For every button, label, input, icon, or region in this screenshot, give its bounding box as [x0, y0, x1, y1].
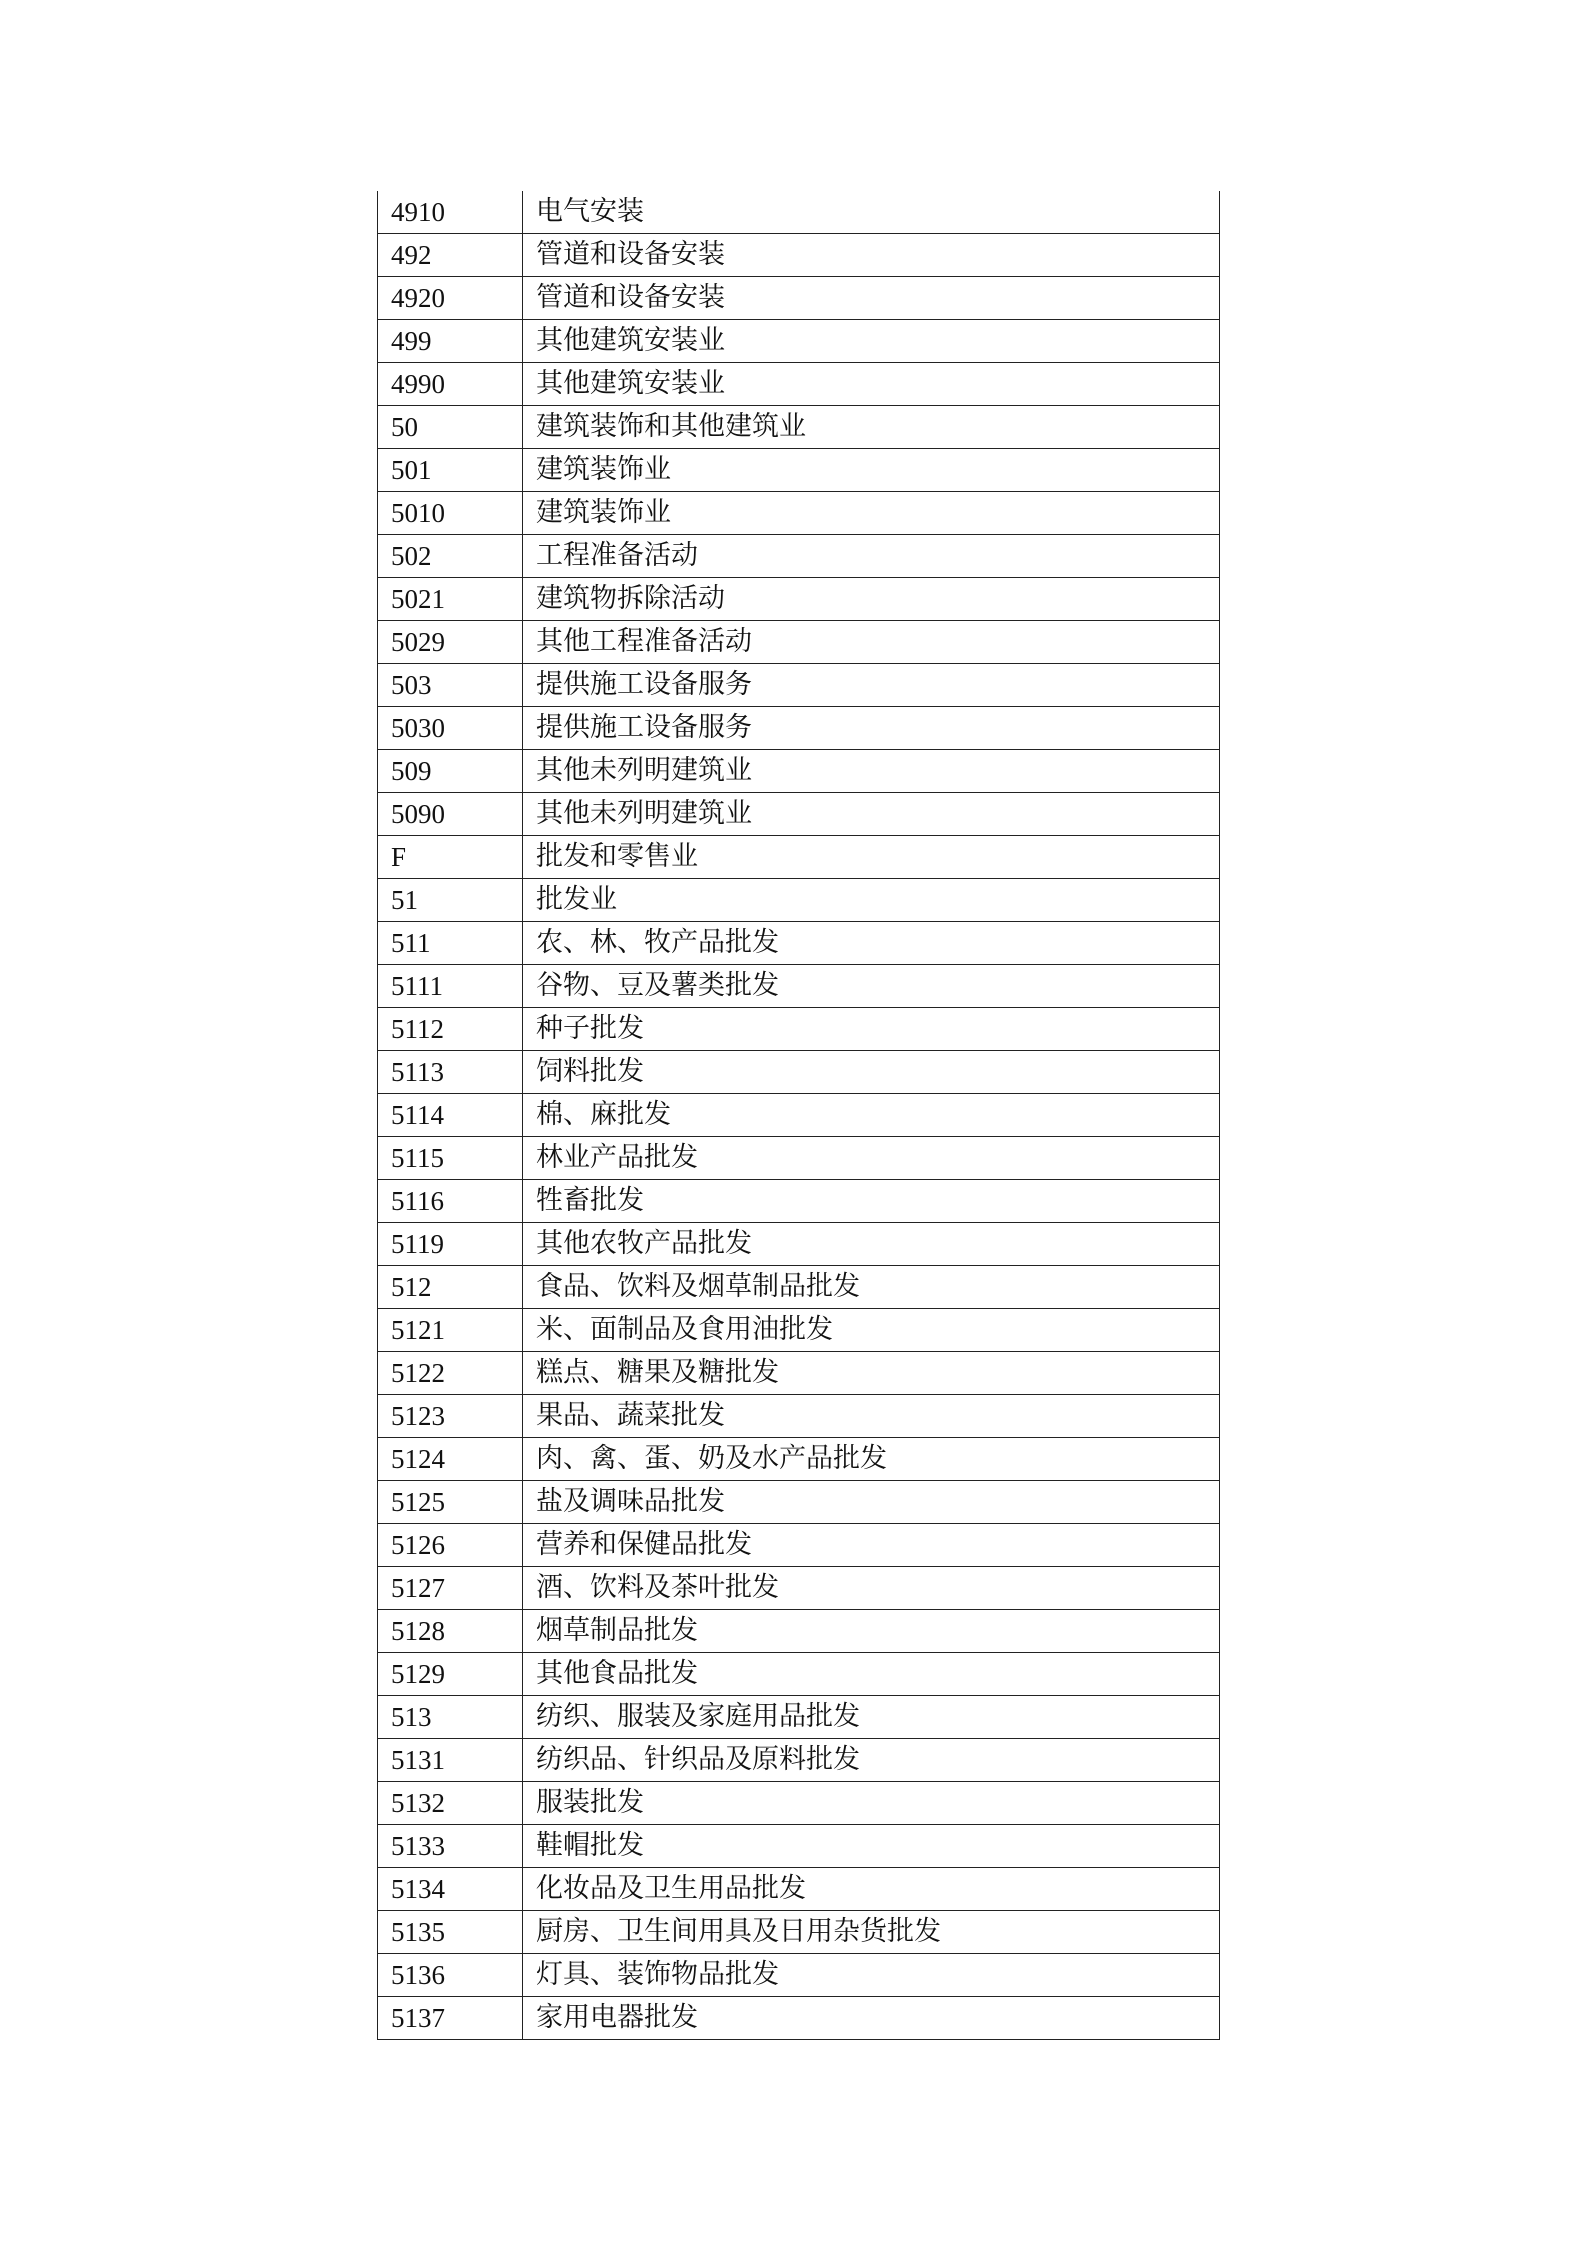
industry-name-cell: 厨房、卫生间用具及日用杂货批发 — [523, 1911, 1220, 1954]
industry-code-cell: 50 — [378, 406, 523, 449]
industry-name-cell: 种子批发 — [523, 1008, 1220, 1051]
table-row — [378, 879, 1220, 922]
table-row — [378, 578, 1220, 621]
industry-code-cell: 51 — [378, 879, 523, 922]
table-row — [378, 1997, 1220, 2040]
table-row — [378, 363, 1220, 406]
industry-code-cell: 5119 — [378, 1223, 523, 1266]
table-row — [378, 1739, 1220, 1782]
industry-code-cell: 4990 — [378, 363, 523, 406]
industry-name-cell: 棉、麻批发 — [523, 1094, 1220, 1137]
table-row — [378, 707, 1220, 750]
industry-code-cell: 5129 — [378, 1653, 523, 1696]
industry-code-cell: 4920 — [378, 277, 523, 320]
industry-name-cell: 批发和零售业 — [523, 836, 1220, 879]
table-row — [378, 965, 1220, 1008]
industry-code-cell: 5124 — [378, 1438, 523, 1481]
table-row — [378, 449, 1220, 492]
industry-name-cell: 牲畜批发 — [523, 1180, 1220, 1223]
industry-name-cell: 米、面制品及食用油批发 — [523, 1309, 1220, 1352]
industry-code-cell: 5137 — [378, 1997, 523, 2040]
table-row — [378, 1696, 1220, 1739]
industry-name-cell: 肉、禽、蛋、奶及水产品批发 — [523, 1438, 1220, 1481]
industry-code-cell: 511 — [378, 922, 523, 965]
industry-name-cell: 其他工程准备活动 — [523, 621, 1220, 664]
industry-code-cell: 5133 — [378, 1825, 523, 1868]
industry-name-cell: 提供施工设备服务 — [523, 707, 1220, 750]
industry-name-cell: 其他建筑安装业 — [523, 320, 1220, 363]
industry-name-cell: 建筑装饰和其他建筑业 — [523, 406, 1220, 449]
industry-code-cell: 5121 — [378, 1309, 523, 1352]
industry-code-cell: 5136 — [378, 1954, 523, 1997]
industry-code-cell: 5122 — [378, 1352, 523, 1395]
industry-code-cell: 5128 — [378, 1610, 523, 1653]
industry-name-cell: 电气安装 — [523, 191, 1220, 234]
table-row — [378, 1438, 1220, 1481]
table-row — [378, 1524, 1220, 1567]
table-row — [378, 922, 1220, 965]
table-row — [378, 750, 1220, 793]
industry-code-table — [377, 191, 1220, 2040]
industry-name-cell: 纺织、服装及家庭用品批发 — [523, 1696, 1220, 1739]
industry-code-cell: 512 — [378, 1266, 523, 1309]
table-row — [378, 1223, 1220, 1266]
industry-code-cell: 4910 — [378, 191, 523, 234]
industry-code-cell: 5125 — [378, 1481, 523, 1524]
industry-name-cell: 管道和设备安装 — [523, 277, 1220, 320]
table-row — [378, 1094, 1220, 1137]
industry-name-cell: 其他未列明建筑业 — [523, 793, 1220, 836]
industry-name-cell: 饲料批发 — [523, 1051, 1220, 1094]
industry-name-cell: 家用电器批发 — [523, 1997, 1220, 2040]
table-row — [378, 320, 1220, 363]
industry-name-cell: 化妆品及卫生用品批发 — [523, 1868, 1220, 1911]
table-row — [378, 1825, 1220, 1868]
industry-name-cell: 烟草制品批发 — [523, 1610, 1220, 1653]
table-body — [378, 191, 1220, 2040]
industry-code-cell: 5126 — [378, 1524, 523, 1567]
table-row — [378, 1180, 1220, 1223]
industry-name-cell: 管道和设备安装 — [523, 234, 1220, 277]
industry-name-cell: 灯具、装饰物品批发 — [523, 1954, 1220, 1997]
industry-name-cell: 批发业 — [523, 879, 1220, 922]
table-row — [378, 406, 1220, 449]
table-row — [378, 1954, 1220, 1997]
table-row — [378, 234, 1220, 277]
industry-name-cell: 糕点、糖果及糖批发 — [523, 1352, 1220, 1395]
industry-code-cell: 5090 — [378, 793, 523, 836]
industry-code-cell: 5010 — [378, 492, 523, 535]
industry-name-cell: 建筑装饰业 — [523, 492, 1220, 535]
industry-code-cell: 5134 — [378, 1868, 523, 1911]
industry-code-cell: 5029 — [378, 621, 523, 664]
table-row — [378, 1567, 1220, 1610]
table-row — [378, 664, 1220, 707]
table-row — [378, 277, 1220, 320]
industry-code-cell: 502 — [378, 535, 523, 578]
industry-name-cell: 酒、饮料及茶叶批发 — [523, 1567, 1220, 1610]
industry-name-cell: 农、林、牧产品批发 — [523, 922, 1220, 965]
industry-name-cell: 鞋帽批发 — [523, 1825, 1220, 1868]
industry-code-cell: 5113 — [378, 1051, 523, 1094]
table-row — [378, 492, 1220, 535]
industry-code-cell: 5021 — [378, 578, 523, 621]
table-row — [378, 1653, 1220, 1696]
industry-code-cell: 492 — [378, 234, 523, 277]
industry-name-cell: 其他建筑安装业 — [523, 363, 1220, 406]
industry-code-cell: 503 — [378, 664, 523, 707]
industry-name-cell: 其他未列明建筑业 — [523, 750, 1220, 793]
industry-name-cell: 果品、蔬菜批发 — [523, 1395, 1220, 1438]
table-row — [378, 535, 1220, 578]
industry-code-cell: 5112 — [378, 1008, 523, 1051]
industry-name-cell: 盐及调味品批发 — [523, 1481, 1220, 1524]
industry-code-cell: 5116 — [378, 1180, 523, 1223]
industry-name-cell: 谷物、豆及薯类批发 — [523, 965, 1220, 1008]
industry-code-cell: 5123 — [378, 1395, 523, 1438]
table-row — [378, 1782, 1220, 1825]
industry-name-cell: 建筑物拆除活动 — [523, 578, 1220, 621]
industry-name-cell: 建筑装饰业 — [523, 449, 1220, 492]
industry-name-cell: 营养和保健品批发 — [523, 1524, 1220, 1567]
table-row — [378, 1481, 1220, 1524]
table-row — [378, 1008, 1220, 1051]
table-row — [378, 1395, 1220, 1438]
industry-code-cell: 5115 — [378, 1137, 523, 1180]
industry-code-cell: 5135 — [378, 1911, 523, 1954]
industry-name-cell: 服装批发 — [523, 1782, 1220, 1825]
industry-name-cell: 其他农牧产品批发 — [523, 1223, 1220, 1266]
industry-code-cell: 5127 — [378, 1567, 523, 1610]
table-row — [378, 1051, 1220, 1094]
industry-code-cell: 5111 — [378, 965, 523, 1008]
table-row — [378, 1137, 1220, 1180]
industry-code-cell: 5114 — [378, 1094, 523, 1137]
industry-name-cell: 提供施工设备服务 — [523, 664, 1220, 707]
table-row — [378, 1309, 1220, 1352]
table-row — [378, 191, 1220, 234]
table-row — [378, 1266, 1220, 1309]
industry-name-cell: 林业产品批发 — [523, 1137, 1220, 1180]
table-row — [378, 1868, 1220, 1911]
table-row — [378, 1911, 1220, 1954]
industry-code-cell: 509 — [378, 750, 523, 793]
table-row — [378, 1610, 1220, 1653]
table-row — [378, 621, 1220, 664]
table-row — [378, 793, 1220, 836]
industry-code-cell: 5030 — [378, 707, 523, 750]
industry-name-cell: 纺织品、针织品及原料批发 — [523, 1739, 1220, 1782]
industry-code-cell: 5131 — [378, 1739, 523, 1782]
industry-code-cell: 513 — [378, 1696, 523, 1739]
industry-code-cell: F — [378, 836, 523, 879]
industry-name-cell: 工程准备活动 — [523, 535, 1220, 578]
industry-name-cell: 食品、饮料及烟草制品批发 — [523, 1266, 1220, 1309]
industry-code-table-container — [377, 191, 1219, 2040]
industry-code-cell: 501 — [378, 449, 523, 492]
industry-code-cell: 5132 — [378, 1782, 523, 1825]
table-row — [378, 836, 1220, 879]
industry-code-cell: 499 — [378, 320, 523, 363]
table-row — [378, 1352, 1220, 1395]
industry-name-cell: 其他食品批发 — [523, 1653, 1220, 1696]
